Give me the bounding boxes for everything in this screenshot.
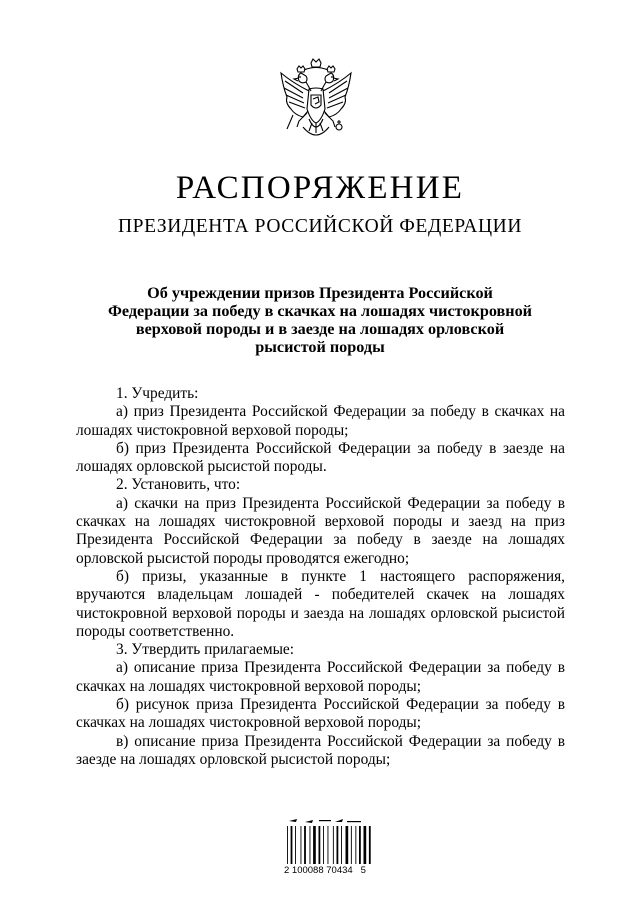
subject-line: верховой породы и в заезде на лошадях орловской — [135, 320, 505, 338]
body-paragraph: б) призы, указанные в пункте 1 настоящего распоряжения, вручаются владельцам лошадей - победителей скачек на лошадях чистокровной верховой породы и заезда на лошадях орловской рысистой породы соответственно. — [76, 567, 565, 640]
barcode-number: 2 100088 70434 5 — [284, 865, 366, 876]
russian-coat-of-arms-icon — [273, 57, 359, 157]
body-paragraph: а) приз Президента Российской Федерации за победу в скачках на лошадях чистокровной верховой породы; — [76, 403, 565, 439]
body-paragraph: 3. Утвердить прилагаемые: — [116, 641, 295, 659]
body-paragraph: б) рисунок приза Президента Российской Федерации за победу в скачках на лошадях чистокровной верховой породы; — [76, 696, 565, 732]
body-paragraph: 2. Установить, что: — [116, 476, 241, 494]
document-body — [76, 385, 565, 769]
document-title: РАСПОРЯЖЕНИЕ — [175, 170, 465, 206]
subject-line: Об учреждении призов Президента Российской — [147, 284, 493, 302]
barcode — [285, 818, 371, 868]
subject-line: Федерации за победу в скачках на лошадях чистокровной — [107, 302, 533, 320]
body-paragraph: а) скачки на приз Президента Российской Федерации за победу в скачках на лошадях чистокровной верховой породы и заезд на приз Президента Российской Федерации за победу в заезде на лошадях орловской рысистой породы проводятся ежегодно; — [76, 494, 565, 567]
body-paragraph: а) описание приза Президента Российской Федерации за победу в скачках на лошадях чистокровной верховой породы; — [76, 659, 565, 695]
subject-line: рысистой породы — [255, 338, 385, 356]
body-paragraph: 1. Учредить: — [116, 385, 199, 402]
document-subtitle: ПРЕЗИДЕНТА РОССИЙСКОЙ ФЕДЕРАЦИИ — [117, 216, 523, 237]
body-paragraph: в) описание приза Президента Российской Федерации за победу в заезде на лошадях орловской рысистой породы; — [76, 732, 565, 768]
body-paragraph: б) приз Президента Российской Федерации за победу в заезде на лошадях орловской рысистой породы. — [76, 439, 565, 476]
document-subject — [90, 284, 550, 356]
